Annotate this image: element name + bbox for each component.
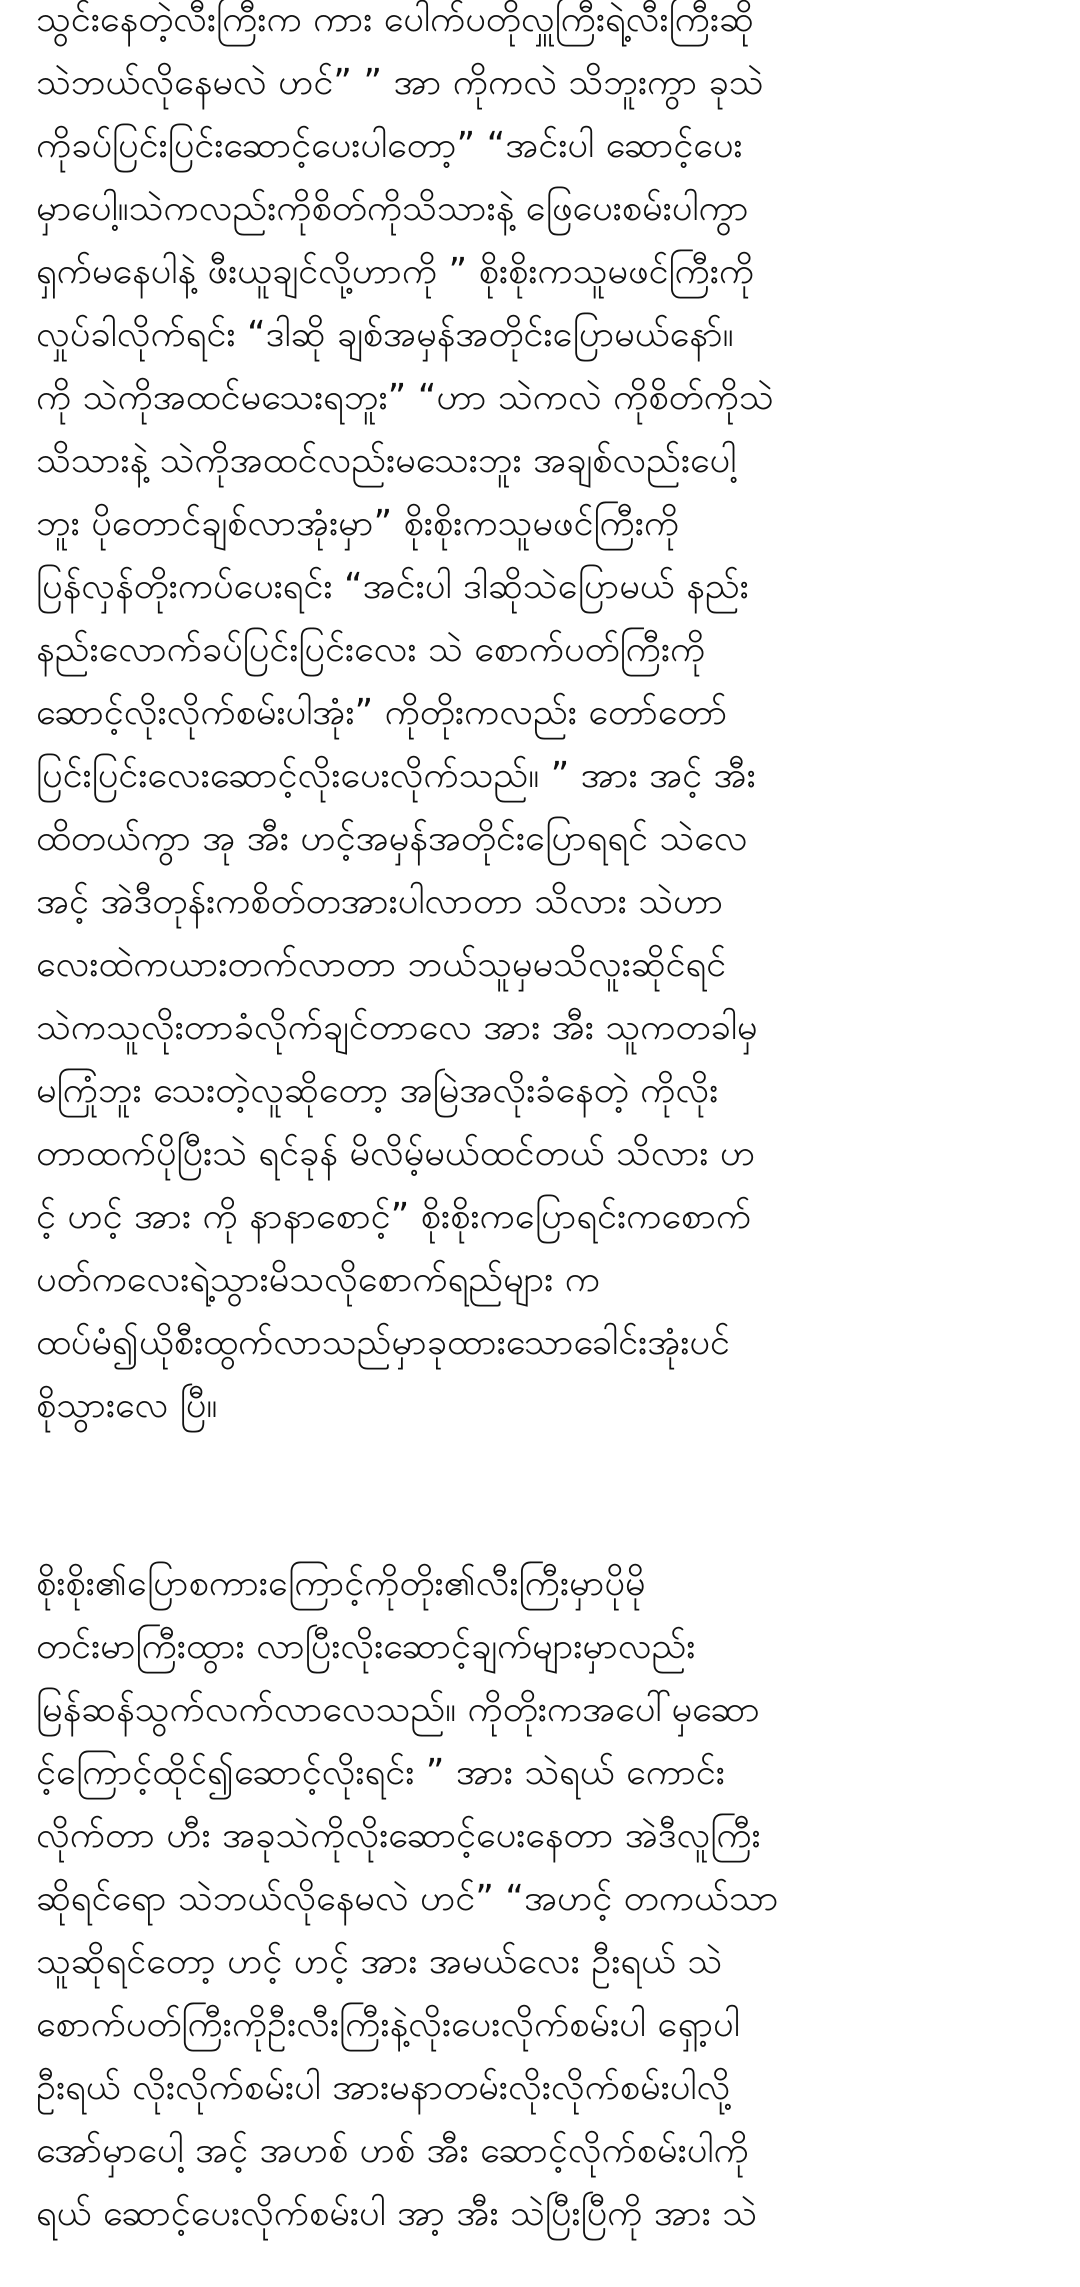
text-line: ဆောင့်လိုးလိုက်စမ်းပါအုံး” ကိုတိုးကလည်း တော်တော် bbox=[36, 692, 728, 733]
text-line: တာထက်ပိုပြီးသဲ ရင်ခုန် မိလိမ့်မယ်ထင်တယ် သိလား ဟ bbox=[36, 1133, 756, 1174]
text-line: ပြန်လှန်တိုးကပ်ပေးရင်း “အင်းပါ ဒါဆိုသဲပြောမယ် နည်း bbox=[36, 566, 749, 607]
text-line: ပတ်ကလေးရဲ့သွားမိသလိုစောက်ရည်များ က bbox=[36, 1259, 600, 1300]
text-line: ထိတယ်ကွာ အု အီး ဟင့်အမှန်အတိုင်းပြောရရင် သဲလေ bbox=[36, 818, 748, 859]
paragraph-2 bbox=[36, 1552, 1044, 2245]
text-line: စိုးစိုး၏ပြောစကားကြောင့်ကိုတိုး၏လီးကြီးမှာပိုမို bbox=[36, 1563, 646, 1604]
text-line: ဆိုရင်ရော သဲဘယ်လိုနေမလဲ ဟင်” “အဟင့် တကယ်သာ bbox=[36, 1878, 779, 1919]
text-line: လိုက်တာ ဟီး အခုသဲကိုလိုးဆောင့်ပေးနေတာ အဲဒီလူကြီး bbox=[36, 1815, 761, 1856]
text-line: လေးထဲကယားတက်လာတာ ဘယ်သူမှမသိလူးဆိုင်ရင် bbox=[36, 944, 727, 985]
text-line: ရှက်မနေပါနဲ့ ဖီးယူချင်လို့ဟာကို ” စိုးစိုးကသူမဖင်ကြီးကို bbox=[36, 251, 755, 292]
text-line: ကို သဲကိုအထင်မသေးရဘူး” “ဟာ သဲကလဲ ကိုစိတ်ကိုသဲ bbox=[36, 377, 774, 418]
text-line: မြန်ဆန်သွက်လက်လာလေသည်။ ကိုတိုးကအပေါ်မှဆော bbox=[36, 1689, 760, 1730]
text-line: တင်းမာကြီးထွား လာပြီးလိုးဆောင့်ချက်များမှာလည်း bbox=[36, 1626, 696, 1667]
text-line: ရယ် ဆောင့်ပေးလိုက်စမ်းပါ အာ့ အီး သဲပြီးပြီကို အား သဲ bbox=[36, 2193, 758, 2234]
text-line: င့်ကြောင့်ထိုင်၍ဆောင့်လိုးရင်း ” အား သဲရယ် ကောင်း bbox=[36, 1752, 725, 1793]
text-line: အော်မှာပေါ့ အင့် အဟစ် ဟစ် အီး ဆောင့်လိုက်စမ်းပါကို bbox=[36, 2130, 749, 2171]
text-line: စိုသွားလေ ပြီ။ bbox=[36, 1385, 218, 1426]
text-line: သဲဘယ်လိုနေမလဲ ဟင်” ” အာ ကိုကလဲ သိဘူးကွာ ခုသဲ bbox=[36, 62, 764, 103]
text-line: ဦးရယ် လိုးလိုက်စမ်းပါ အားမနာတမ်းလိုးလိုက်စမ်းပါလို့ bbox=[36, 2067, 731, 2108]
text-line: ကိုခပ်ပြင်းပြင်းဆောင့်ပေးပါတော့” “အင်းပါ ဆောင့်ပေး bbox=[36, 125, 743, 166]
text-line: အင့် အဲဒီတုန်းကစိတ်တအားပါလာတာ သိလား သဲဟာ bbox=[36, 881, 724, 922]
text-line: မှာပေါ့။သဲကလည်းကိုစိတ်ကိုသိသားနဲ့ ဖြေပေးစမ်းပါကွာ bbox=[36, 188, 749, 229]
text-line: လှုပ်ခါလိုက်ရင်း “ဒါဆို ချစ်အမှန်အတိုင်းပြောမယ်နော်။ bbox=[36, 314, 734, 355]
text-line: သဲကသူလိုးတာခံလိုက်ချင်တာလေ အား အီး သူကတခါမှ bbox=[36, 1007, 758, 1048]
text-line: ထပ်မံ၍ယိုစီးထွက်လာသည်မှာခုထားသောခေါင်းအုံးပင် bbox=[36, 1322, 730, 1363]
paragraph-1 bbox=[36, 0, 1044, 1437]
text-line: ပြင်းပြင်းလေးဆောင့်လိုးပေးလိုက်သည်။ ” အား အင့် အီး bbox=[36, 755, 756, 796]
text-line: ဘူး ပိုတောင်ချစ်လာအုံးမှာ” စိုးစိုးကသူမဖင်ကြီးကို bbox=[36, 503, 680, 544]
text-line: င့် ဟင့် အား ကို နာနာစောင့်” စိုးစိုးကပြောရင်းကစောက် bbox=[36, 1196, 752, 1237]
text-line: နည်းလောက်ခပ်ပြင်းပြင်းလေး သဲ စောက်ပတ်ကြီးကို bbox=[36, 629, 706, 670]
text-line: သွင်းနေတဲ့လီးကြီးက ကား ပေါက်ပတိုလှူကြီးရဲ့လီးကြီးဆို bbox=[36, 0, 754, 40]
text-line: မကြုံဘူး သေးတဲ့လူဆိုတော့ အမြဲအလိုးခံနေတဲ့ ကိုလိုး bbox=[36, 1070, 719, 1111]
text-line: သူဆိုရင်တော့ ဟင့် ဟင့် အား အမယ်လေး ဦးရယ် သဲ bbox=[36, 1941, 723, 1982]
text-line: စောက်ပတ်ကြီးကိုဦးလီးကြီးနဲ့လိုးပေးလိုက်စမ်းပါ ရှော့ပါ bbox=[36, 2004, 740, 2045]
text-line: သိသားနဲ့ သဲကိုအထင်လည်းမသေးဘူး အချစ်လည်းပေါ့ bbox=[36, 440, 737, 481]
